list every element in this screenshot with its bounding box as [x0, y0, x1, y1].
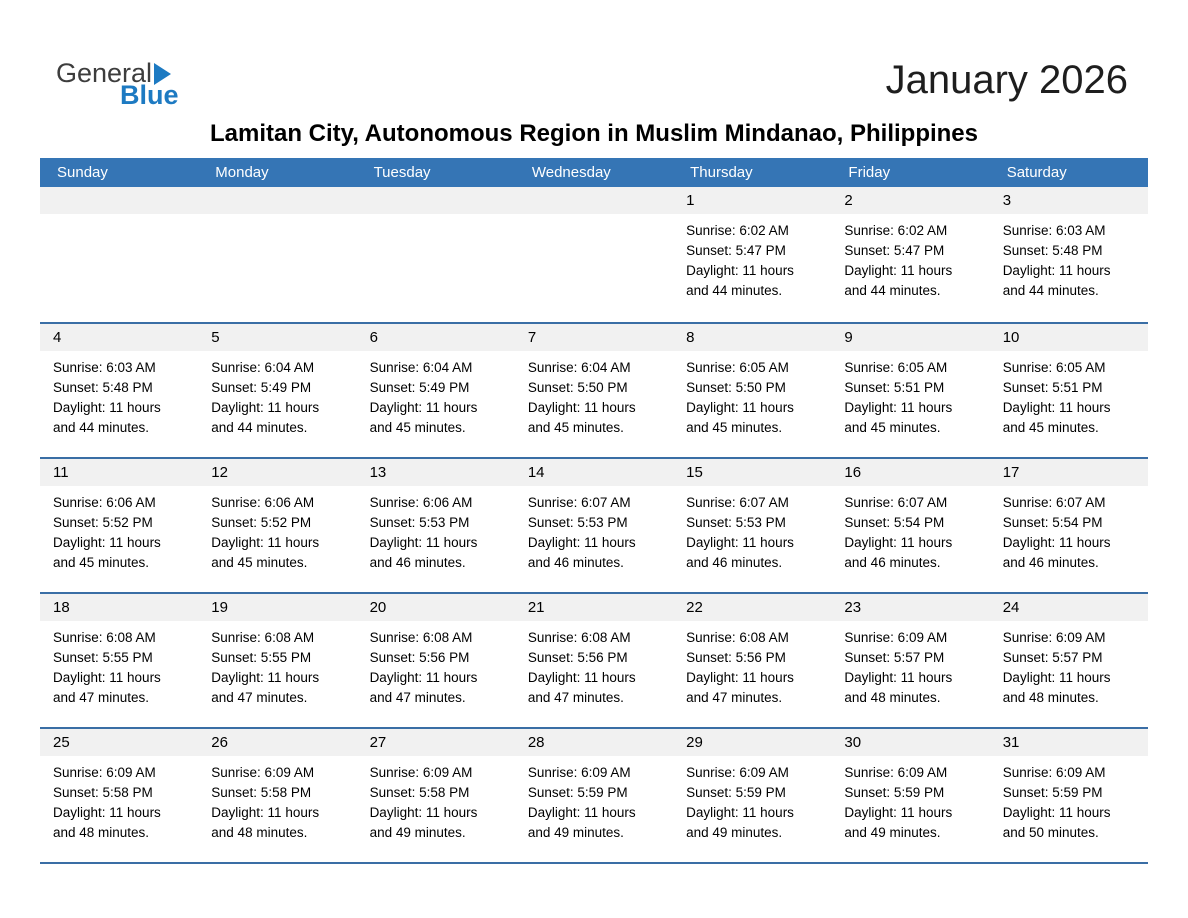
day-cell-27	[357, 729, 515, 862]
daylight-line: Daylight: 11 hours and 47 minutes.	[686, 670, 794, 705]
day-cell-17	[990, 459, 1148, 592]
sunrise-line: Sunrise: 6:02 AM	[844, 223, 948, 238]
day-cell-10	[990, 324, 1148, 457]
empty-cell	[357, 187, 515, 322]
day-cell-5	[198, 324, 356, 457]
day-details	[515, 351, 673, 438]
weekday-header-thursday: Thursday	[690, 164, 753, 181]
day-cell-18	[40, 594, 198, 727]
day-details	[831, 214, 989, 301]
week-row	[40, 727, 1148, 862]
day-number: 13	[357, 459, 515, 486]
sunset-line: Sunset: 5:55 PM	[53, 650, 153, 665]
sunset-line: Sunset: 5:59 PM	[527, 785, 628, 800]
day-number: 28	[515, 729, 673, 756]
day-number: 1	[673, 187, 831, 214]
day-cell-8	[673, 324, 831, 457]
sunrise-line: Sunrise: 6:07 AM	[844, 495, 948, 510]
day-cell-15	[673, 459, 831, 592]
sunset-line: Sunset: 5:54 PM	[844, 515, 945, 530]
day-number: 29	[673, 729, 831, 756]
day-cell-13	[357, 459, 515, 592]
daylight-line: Daylight: 11 hours and 44 minutes.	[686, 263, 794, 298]
day-number: 10	[990, 324, 1148, 351]
sunset-line: Sunset: 5:48 PM	[53, 380, 153, 395]
day-details	[198, 351, 356, 438]
day-number	[357, 187, 515, 214]
sunset-line: Sunset: 5:57 PM	[844, 650, 945, 665]
weekday-header-wednesday: Wednesday	[531, 164, 611, 181]
day-cell-1	[673, 187, 831, 322]
daylight-line: Daylight: 11 hours and 49 minutes.	[369, 805, 478, 840]
day-number: 16	[831, 459, 989, 486]
daylight-line: Daylight: 11 hours and 46 minutes.	[686, 535, 794, 570]
sunset-line: Sunset: 5:58 PM	[211, 785, 312, 800]
day-number: 18	[40, 594, 198, 621]
day-cell-31	[990, 729, 1148, 862]
day-details	[198, 486, 356, 573]
sunrise-line: Sunrise: 6:09 AM	[211, 765, 315, 780]
day-number: 6	[357, 324, 515, 351]
day-details	[515, 621, 673, 708]
daylight-line: Daylight: 11 hours and 46 minutes.	[369, 535, 478, 570]
sunset-line: Sunset: 5:58 PM	[53, 785, 153, 800]
sunset-line: Sunset: 5:59 PM	[1002, 785, 1103, 800]
day-details	[40, 621, 198, 708]
day-details	[673, 621, 831, 708]
sunset-line: Sunset: 5:51 PM	[1002, 380, 1103, 395]
daylight-line: Daylight: 11 hours and 44 minutes.	[844, 263, 953, 298]
day-details	[673, 351, 831, 438]
day-details	[357, 351, 515, 438]
weekday-header-monday: Monday	[215, 164, 269, 181]
sunset-line: Sunset: 5:56 PM	[369, 650, 470, 665]
sunrise-line: Sunrise: 6:08 AM	[211, 630, 315, 645]
weekday-header-friday: Friday	[848, 164, 891, 181]
day-cell-30	[831, 729, 989, 862]
daylight-line: Daylight: 11 hours and 44 minutes.	[211, 400, 320, 435]
day-number: 22	[673, 594, 831, 621]
day-details	[990, 214, 1148, 301]
day-details	[198, 214, 356, 221]
sunrise-line: Sunrise: 6:06 AM	[211, 495, 315, 510]
sunrise-line: Sunrise: 6:05 AM	[1002, 360, 1106, 375]
daylight-line: Daylight: 11 hours and 47 minutes.	[527, 670, 636, 705]
day-cell-4	[40, 324, 198, 457]
sunset-line: Sunset: 5:51 PM	[844, 380, 945, 395]
daylight-line: Daylight: 11 hours and 49 minutes.	[527, 805, 636, 840]
empty-cell	[40, 187, 198, 322]
day-cell-11	[40, 459, 198, 592]
daylight-line: Daylight: 11 hours and 46 minutes.	[527, 535, 636, 570]
sunset-line: Sunset: 5:53 PM	[686, 515, 786, 530]
day-cell-6	[357, 324, 515, 457]
day-number: 17	[990, 459, 1148, 486]
day-number: 2	[831, 187, 989, 214]
daylight-line: Daylight: 11 hours and 46 minutes.	[1002, 535, 1111, 570]
day-number: 12	[198, 459, 356, 486]
day-details	[831, 486, 989, 573]
daylight-line: Daylight: 11 hours and 48 minutes.	[844, 670, 953, 705]
sunrise-line: Sunrise: 6:06 AM	[369, 495, 473, 510]
sunrise-line: Sunrise: 6:03 AM	[1002, 223, 1106, 238]
daylight-line: Daylight: 11 hours and 46 minutes.	[844, 535, 953, 570]
sunrise-line: Sunrise: 6:09 AM	[1002, 630, 1106, 645]
daylight-line: Daylight: 11 hours and 45 minutes.	[53, 535, 161, 570]
day-number: 30	[831, 729, 989, 756]
sunrise-line: Sunrise: 6:07 AM	[1002, 495, 1106, 510]
sunset-line: Sunset: 5:56 PM	[686, 650, 786, 665]
day-cell-23	[831, 594, 989, 727]
day-details	[198, 621, 356, 708]
day-number: 8	[673, 324, 831, 351]
daylight-line: Daylight: 11 hours and 47 minutes.	[369, 670, 478, 705]
day-number: 31	[990, 729, 1148, 756]
day-details	[357, 214, 515, 221]
sunrise-line: Sunrise: 6:09 AM	[686, 765, 789, 780]
sunset-line: Sunset: 5:56 PM	[527, 650, 628, 665]
sunrise-line: Sunrise: 6:09 AM	[527, 765, 631, 780]
day-cell-12	[198, 459, 356, 592]
sunrise-line: Sunrise: 6:08 AM	[527, 630, 631, 645]
day-cell-7	[515, 324, 673, 457]
daylight-line: Daylight: 11 hours and 44 minutes.	[53, 400, 161, 435]
day-details	[673, 486, 831, 573]
day-details	[990, 486, 1148, 573]
day-details	[831, 351, 989, 438]
sunrise-line: Sunrise: 6:09 AM	[369, 765, 473, 780]
sunset-line: Sunset: 5:53 PM	[369, 515, 470, 530]
day-number: 11	[40, 459, 198, 486]
week-row	[40, 187, 1148, 322]
page-subtitle: Lamitan City, Autonomous Region in Muslim Mindanao, Philippines	[209, 120, 978, 147]
daylight-line: Daylight: 11 hours and 45 minutes.	[844, 400, 953, 435]
general-blue-logo	[56, 60, 179, 109]
day-number	[198, 187, 356, 214]
day-number: 26	[198, 729, 356, 756]
sunset-line: Sunset: 5:52 PM	[211, 515, 312, 530]
week-row	[40, 592, 1148, 727]
day-cell-3	[990, 187, 1148, 322]
sunrise-line: Sunrise: 6:08 AM	[53, 630, 156, 645]
day-number: 23	[831, 594, 989, 621]
daylight-line: Daylight: 11 hours and 50 minutes.	[1002, 805, 1111, 840]
day-details	[515, 486, 673, 573]
sunrise-line: Sunrise: 6:07 AM	[527, 495, 631, 510]
day-number: 20	[357, 594, 515, 621]
day-details	[357, 486, 515, 573]
sunset-line: Sunset: 5:54 PM	[1002, 515, 1103, 530]
sunrise-line: Sunrise: 6:08 AM	[686, 630, 789, 645]
day-details	[990, 621, 1148, 708]
day-cell-19	[198, 594, 356, 727]
sunset-line: Sunset: 5:50 PM	[527, 380, 628, 395]
sunset-line: Sunset: 5:47 PM	[844, 243, 945, 258]
day-cell-14	[515, 459, 673, 592]
sunset-line: Sunset: 5:55 PM	[211, 650, 312, 665]
day-number	[40, 187, 198, 214]
calendar-grid	[40, 187, 1148, 862]
sunset-line: Sunset: 5:57 PM	[1002, 650, 1103, 665]
day-cell-2	[831, 187, 989, 322]
sunrise-line: Sunrise: 6:08 AM	[369, 630, 473, 645]
logo-text-blue: Blue	[120, 80, 179, 110]
daylight-line: Daylight: 11 hours and 48 minutes.	[211, 805, 320, 840]
day-cell-16	[831, 459, 989, 592]
day-details	[515, 756, 673, 843]
weekday-header-sunday: Sunday	[57, 164, 108, 181]
sunset-line: Sunset: 5:53 PM	[527, 515, 628, 530]
day-number: 27	[357, 729, 515, 756]
day-details	[198, 756, 356, 843]
day-number: 14	[515, 459, 673, 486]
week-row	[40, 322, 1148, 457]
daylight-line: Daylight: 11 hours and 49 minutes.	[844, 805, 953, 840]
day-cell-29	[673, 729, 831, 862]
weekday-header-tuesday: Tuesday	[373, 164, 431, 181]
day-number: 4	[40, 324, 198, 351]
day-number: 21	[515, 594, 673, 621]
sunset-line: Sunset: 5:59 PM	[686, 785, 786, 800]
day-details	[515, 214, 673, 221]
daylight-line: Daylight: 11 hours and 45 minutes.	[369, 400, 478, 435]
sunset-line: Sunset: 5:58 PM	[369, 785, 470, 800]
logo-text-general: General	[56, 58, 153, 88]
day-cell-28	[515, 729, 673, 862]
sunset-line: Sunset: 5:50 PM	[686, 380, 786, 395]
day-details	[40, 756, 198, 843]
day-details	[673, 214, 831, 301]
day-number: 24	[990, 594, 1148, 621]
daylight-line: Daylight: 11 hours and 48 minutes.	[53, 805, 161, 840]
day-details	[357, 756, 515, 843]
sunrise-line: Sunrise: 6:05 AM	[686, 360, 789, 375]
day-details	[990, 351, 1148, 438]
daylight-line: Daylight: 11 hours and 47 minutes.	[211, 670, 320, 705]
sunrise-line: Sunrise: 6:04 AM	[211, 360, 315, 375]
sunrise-line: Sunrise: 6:05 AM	[844, 360, 948, 375]
sunrise-line: Sunrise: 6:09 AM	[53, 765, 156, 780]
day-cell-24	[990, 594, 1148, 727]
sunrise-line: Sunrise: 6:09 AM	[844, 630, 948, 645]
day-cell-25	[40, 729, 198, 862]
daylight-line: Daylight: 11 hours and 45 minutes.	[1002, 400, 1111, 435]
day-details	[357, 621, 515, 708]
day-details	[831, 621, 989, 708]
sunset-line: Sunset: 5:47 PM	[686, 243, 786, 258]
sunrise-line: Sunrise: 6:03 AM	[53, 360, 156, 375]
day-number: 19	[198, 594, 356, 621]
daylight-line: Daylight: 11 hours and 45 minutes.	[527, 400, 636, 435]
sunset-line: Sunset: 5:49 PM	[369, 380, 470, 395]
day-details	[673, 756, 831, 843]
daylight-line: Daylight: 11 hours and 44 minutes.	[1002, 263, 1111, 298]
sunset-line: Sunset: 5:59 PM	[844, 785, 945, 800]
day-number: 9	[831, 324, 989, 351]
sunrise-line: Sunrise: 6:06 AM	[53, 495, 156, 510]
sunrise-line: Sunrise: 6:04 AM	[369, 360, 473, 375]
daylight-line: Daylight: 11 hours and 49 minutes.	[686, 805, 794, 840]
sunrise-line: Sunrise: 6:02 AM	[686, 223, 789, 238]
day-number	[515, 187, 673, 214]
day-number: 7	[515, 324, 673, 351]
page-title: January 2026	[885, 58, 1128, 102]
daylight-line: Daylight: 11 hours and 47 minutes.	[53, 670, 161, 705]
sunset-line: Sunset: 5:48 PM	[1002, 243, 1103, 258]
calendar	[40, 158, 1148, 864]
day-details	[40, 351, 198, 438]
empty-cell	[198, 187, 356, 322]
sunset-line: Sunset: 5:52 PM	[53, 515, 153, 530]
day-cell-22	[673, 594, 831, 727]
day-cell-20	[357, 594, 515, 727]
day-cell-9	[831, 324, 989, 457]
sunrise-line: Sunrise: 6:09 AM	[844, 765, 948, 780]
sunrise-line: Sunrise: 6:07 AM	[686, 495, 789, 510]
day-number: 15	[673, 459, 831, 486]
day-details	[990, 756, 1148, 843]
weekday-header-row	[40, 158, 1148, 187]
sunrise-line: Sunrise: 6:09 AM	[1002, 765, 1106, 780]
daylight-line: Daylight: 11 hours and 45 minutes.	[686, 400, 794, 435]
day-details	[40, 214, 198, 221]
day-details	[831, 756, 989, 843]
week-row	[40, 457, 1148, 592]
daylight-line: Daylight: 11 hours and 48 minutes.	[1002, 670, 1111, 705]
empty-cell	[515, 187, 673, 322]
weekday-header-saturday: Saturday	[1006, 164, 1067, 181]
day-cell-21	[515, 594, 673, 727]
day-cell-26	[198, 729, 356, 862]
sunrise-line: Sunrise: 6:04 AM	[527, 360, 631, 375]
day-number: 25	[40, 729, 198, 756]
day-details	[40, 486, 198, 573]
day-number: 3	[990, 187, 1148, 214]
day-number: 5	[198, 324, 356, 351]
daylight-line: Daylight: 11 hours and 45 minutes.	[211, 535, 320, 570]
sunset-line: Sunset: 5:49 PM	[211, 380, 312, 395]
